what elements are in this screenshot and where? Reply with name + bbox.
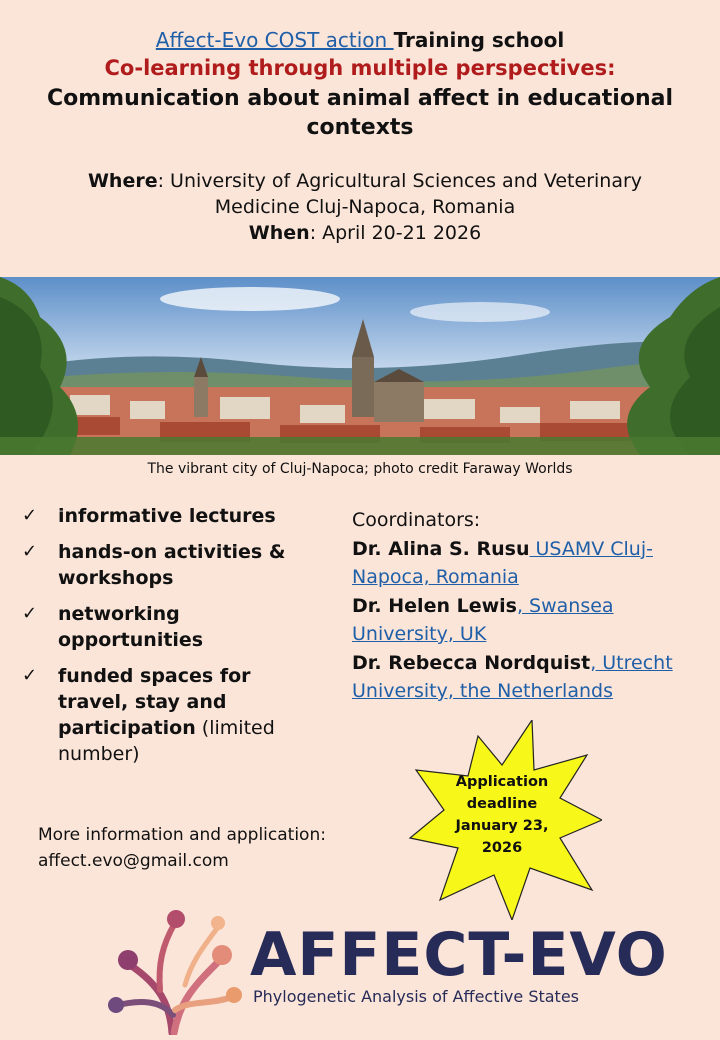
feature-text: informative lectures <box>58 505 276 527</box>
brand-name: AFFECT-EVO <box>250 920 668 990</box>
coordinator-name: Dr. Helen Lewis <box>352 594 517 617</box>
title-red: Co-learning through multiple perspectives: <box>104 56 616 80</box>
feature-item <box>22 601 322 653</box>
cost-action-link[interactable]: Affect-Evo COST action <box>155 28 394 52</box>
feature-item <box>22 663 322 767</box>
contact-email-link[interactable]: affect.evo@gmail.com <box>38 851 229 871</box>
coordinator-affiliation-link[interactable]: , Utrecht University, the Netherlands <box>352 651 673 702</box>
when-line <box>50 220 680 246</box>
title-main: Communication about animal affect in educational contexts <box>46 86 674 140</box>
coordinator-affiliation-link[interactable]: , Swansea University, UK <box>352 594 614 645</box>
feature-list <box>22 503 322 777</box>
coordinator-affiliation-link[interactable]: USAMV Cluj-Napoca, Romania <box>352 537 653 588</box>
deadline-text <box>452 771 552 859</box>
coordinator-name: Dr. Alina S. Rusu <box>352 537 530 560</box>
when-value: : April 20-21 2026 <box>309 222 482 244</box>
where-line <box>50 168 680 220</box>
check-icon: ✓ <box>22 603 38 624</box>
event-details <box>50 168 680 246</box>
header-line <box>0 28 720 52</box>
feature-text: hands-on activities & workshops <box>58 541 286 589</box>
feature-item <box>22 539 322 591</box>
feature-note: (limited number) <box>58 717 275 765</box>
coordinator-name: Dr. Rebecca Nordquist <box>352 651 591 674</box>
deadline-date: January 23, <box>455 818 549 834</box>
feature-text: networking opportunities <box>58 603 204 651</box>
where-value: : University of Agricultural Sciences and Veterinary Medicine Cluj-Napoca, Romania <box>157 170 643 218</box>
coordinators-heading: Coordinators: <box>352 509 481 531</box>
feature-item <box>22 503 322 529</box>
training-school-label: Training school <box>393 28 565 52</box>
deadline-line: deadline <box>466 796 538 812</box>
photo-caption: The vibrant city of Cluj-Napoca; photo credit Faraway Worlds <box>147 461 573 477</box>
check-icon: ✓ <box>22 665 38 686</box>
city-photo <box>0 277 720 455</box>
contact-label: More information and application: <box>38 825 326 845</box>
deadline-line: Application <box>455 774 549 790</box>
coordinator-entry <box>352 592 712 649</box>
where-label: Where <box>87 170 158 192</box>
affect-evo-logo-icon <box>100 905 245 1035</box>
coordinator-entry <box>352 535 712 592</box>
coordinator-entry <box>352 649 712 706</box>
contact-block <box>38 822 378 874</box>
check-icon: ✓ <box>22 541 38 562</box>
check-icon: ✓ <box>22 505 38 526</box>
when-label: When <box>248 222 310 244</box>
feature-text: funded spaces for travel, stay and participation <box>58 665 251 739</box>
coordinators-block <box>352 506 712 706</box>
brand-subtitle: Phylogenetic Analysis of Affective States <box>253 987 580 1006</box>
deadline-year: 2026 <box>481 840 523 856</box>
